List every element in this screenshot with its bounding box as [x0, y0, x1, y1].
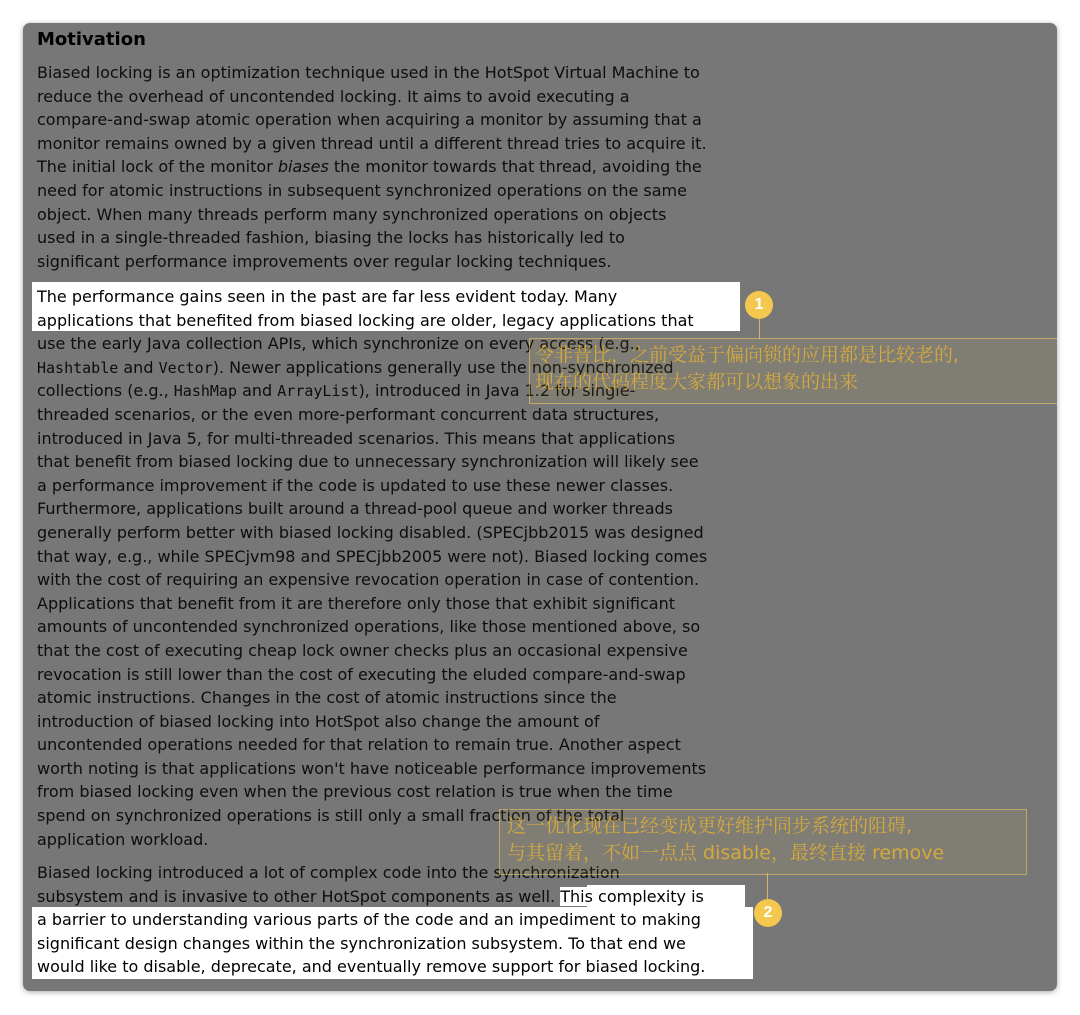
- text-line: that the cost of executing cheap lock owner checks plus an occasional expensive: [37, 640, 688, 660]
- text-line: threaded scenarios, or the even more-performant concurrent data structures,: [37, 404, 660, 424]
- code-vector: Vector: [158, 358, 213, 377]
- text-line: Hashtable and Vector). Newer applications generally use the non-synchronized: [37, 357, 674, 377]
- text-line: compare-and-swap atomic operation when acquiring a monitor by assuming that a: [37, 110, 702, 130]
- document-card: [23, 23, 1057, 991]
- text-line: collections (e.g., HashMap and ArrayList), introduced in Java 1.2 for single-: [37, 381, 636, 401]
- text-line: revocation is still lower than the cost of executing the eluded compare-and-swap: [37, 664, 686, 684]
- annotation-1-badge[interactable]: 1: [745, 291, 773, 319]
- highlighted-line: a barrier to understanding various parts of the code and an impediment to making: [37, 910, 701, 930]
- code-hashtable: Hashtable: [37, 358, 119, 377]
- highlighted-line: would like to disable, deprecate, and eventually remove support for biased locking.: [37, 957, 706, 977]
- text-line: introduction of biased locking into HotSpot also change the amount of: [37, 711, 600, 731]
- text-line: Biased locking is an optimization technique used in the HotSpot Virtual Machine to: [37, 63, 700, 82]
- highlighted-line: significant design changes within the synchronization subsystem. To that end we: [37, 933, 686, 953]
- text-line: generally perform better with biased locking disabled. (SPECjbb2015 was designed: [37, 522, 704, 542]
- text-line: atomic instructions. Changes in the cost of atomic instructions since the: [37, 688, 617, 708]
- text-line: from biased locking even when the previous cost relation is true when the time: [37, 782, 673, 802]
- section-title: Motivation: [37, 29, 146, 50]
- text-line: subsystem and is invasive to other HotSpot components as well. This complexity is: [37, 886, 704, 906]
- text-line: object. When many threads perform many synchronized operations on objects: [37, 204, 667, 224]
- highlighted-line: The performance gains seen in the past are far less evident today. Many: [37, 287, 618, 306]
- annotation-2-leader: [767, 873, 768, 899]
- text-line: that way, e.g., while SPECjvm98 and SPECjbb2005 were not). Biased locking comes: [37, 546, 708, 566]
- paragraph-3: [37, 861, 705, 979]
- text-line: use the early Java collection APIs, which synchronize on every access (e.g.,: [37, 334, 640, 354]
- text-line: that benefit from biased locking due to unnecessary synchronization will likely see: [37, 452, 699, 472]
- text-line: Biased locking introduced a lot of complex code into the synchronization: [37, 863, 620, 882]
- highlighted-text: This complexity is: [560, 886, 704, 906]
- paragraph-1: [37, 61, 707, 273]
- code-arraylist: ArrayList: [277, 382, 359, 401]
- annotation-2-text: 这一优化现在已经变成更好维护同步系统的阻碍, 与其留着，不如一点点 disable，最终直接 remove: [507, 815, 945, 864]
- code-hashmap: HashMap: [173, 382, 237, 401]
- text-line: Furthermore, applications built around a thread-pool queue and worker threads: [37, 499, 673, 519]
- text-line: spend on synchronized operations is still only a small fraction of the total: [37, 806, 625, 826]
- text-line: reduce the overhead of uncontended locking. It aims to avoid executing a: [37, 86, 630, 106]
- text-line: monitor remains owned by a given thread until a different thread tries to acquire it.: [37, 133, 707, 153]
- text-line: worth noting is that applications won't have noticeable performance improvements: [37, 758, 707, 778]
- text-line: significant performance improvements over regular locking techniques.: [37, 251, 612, 271]
- text-line: amounts of uncontended synchronized operations, like those mentioned above, so: [37, 617, 701, 637]
- text-line: with the cost of requiring an expensive revocation operation in case of contention.: [37, 570, 700, 590]
- text-line: Applications that benefit from it are therefore only those that exhibit significant: [37, 593, 675, 613]
- annotation-1-leader: [759, 319, 760, 339]
- text-line: used in a single-threaded fashion, biasing the locks has historically led to: [37, 228, 625, 248]
- highlighted-line: applications that benefited from biased locking are older, legacy applications that: [37, 310, 694, 330]
- text-line: need for atomic instructions in subsequent synchronized operations on the same: [37, 180, 687, 200]
- text-line: The initial lock of the monitor biases the monitor towards that thread, avoiding the: [37, 157, 702, 177]
- text-line: uncontended operations needed for that relation to remain true. Another aspect: [37, 735, 681, 755]
- text-line: application workload.: [37, 829, 209, 849]
- annotation-1-text: 令非昔比，之前受益于偏向锁的应用都是比较老的, 现在的代码程度大家都可以想象的出来: [535, 344, 960, 393]
- emphasis-biases: biases: [277, 157, 329, 177]
- annotation-2-badge[interactable]: 2: [754, 899, 782, 927]
- text-line: introduced in Java 5, for multi-threaded scenarios. This means that applications: [37, 428, 676, 448]
- text-line: a performance improvement if the code is updated to use these newer classes.: [37, 475, 674, 495]
